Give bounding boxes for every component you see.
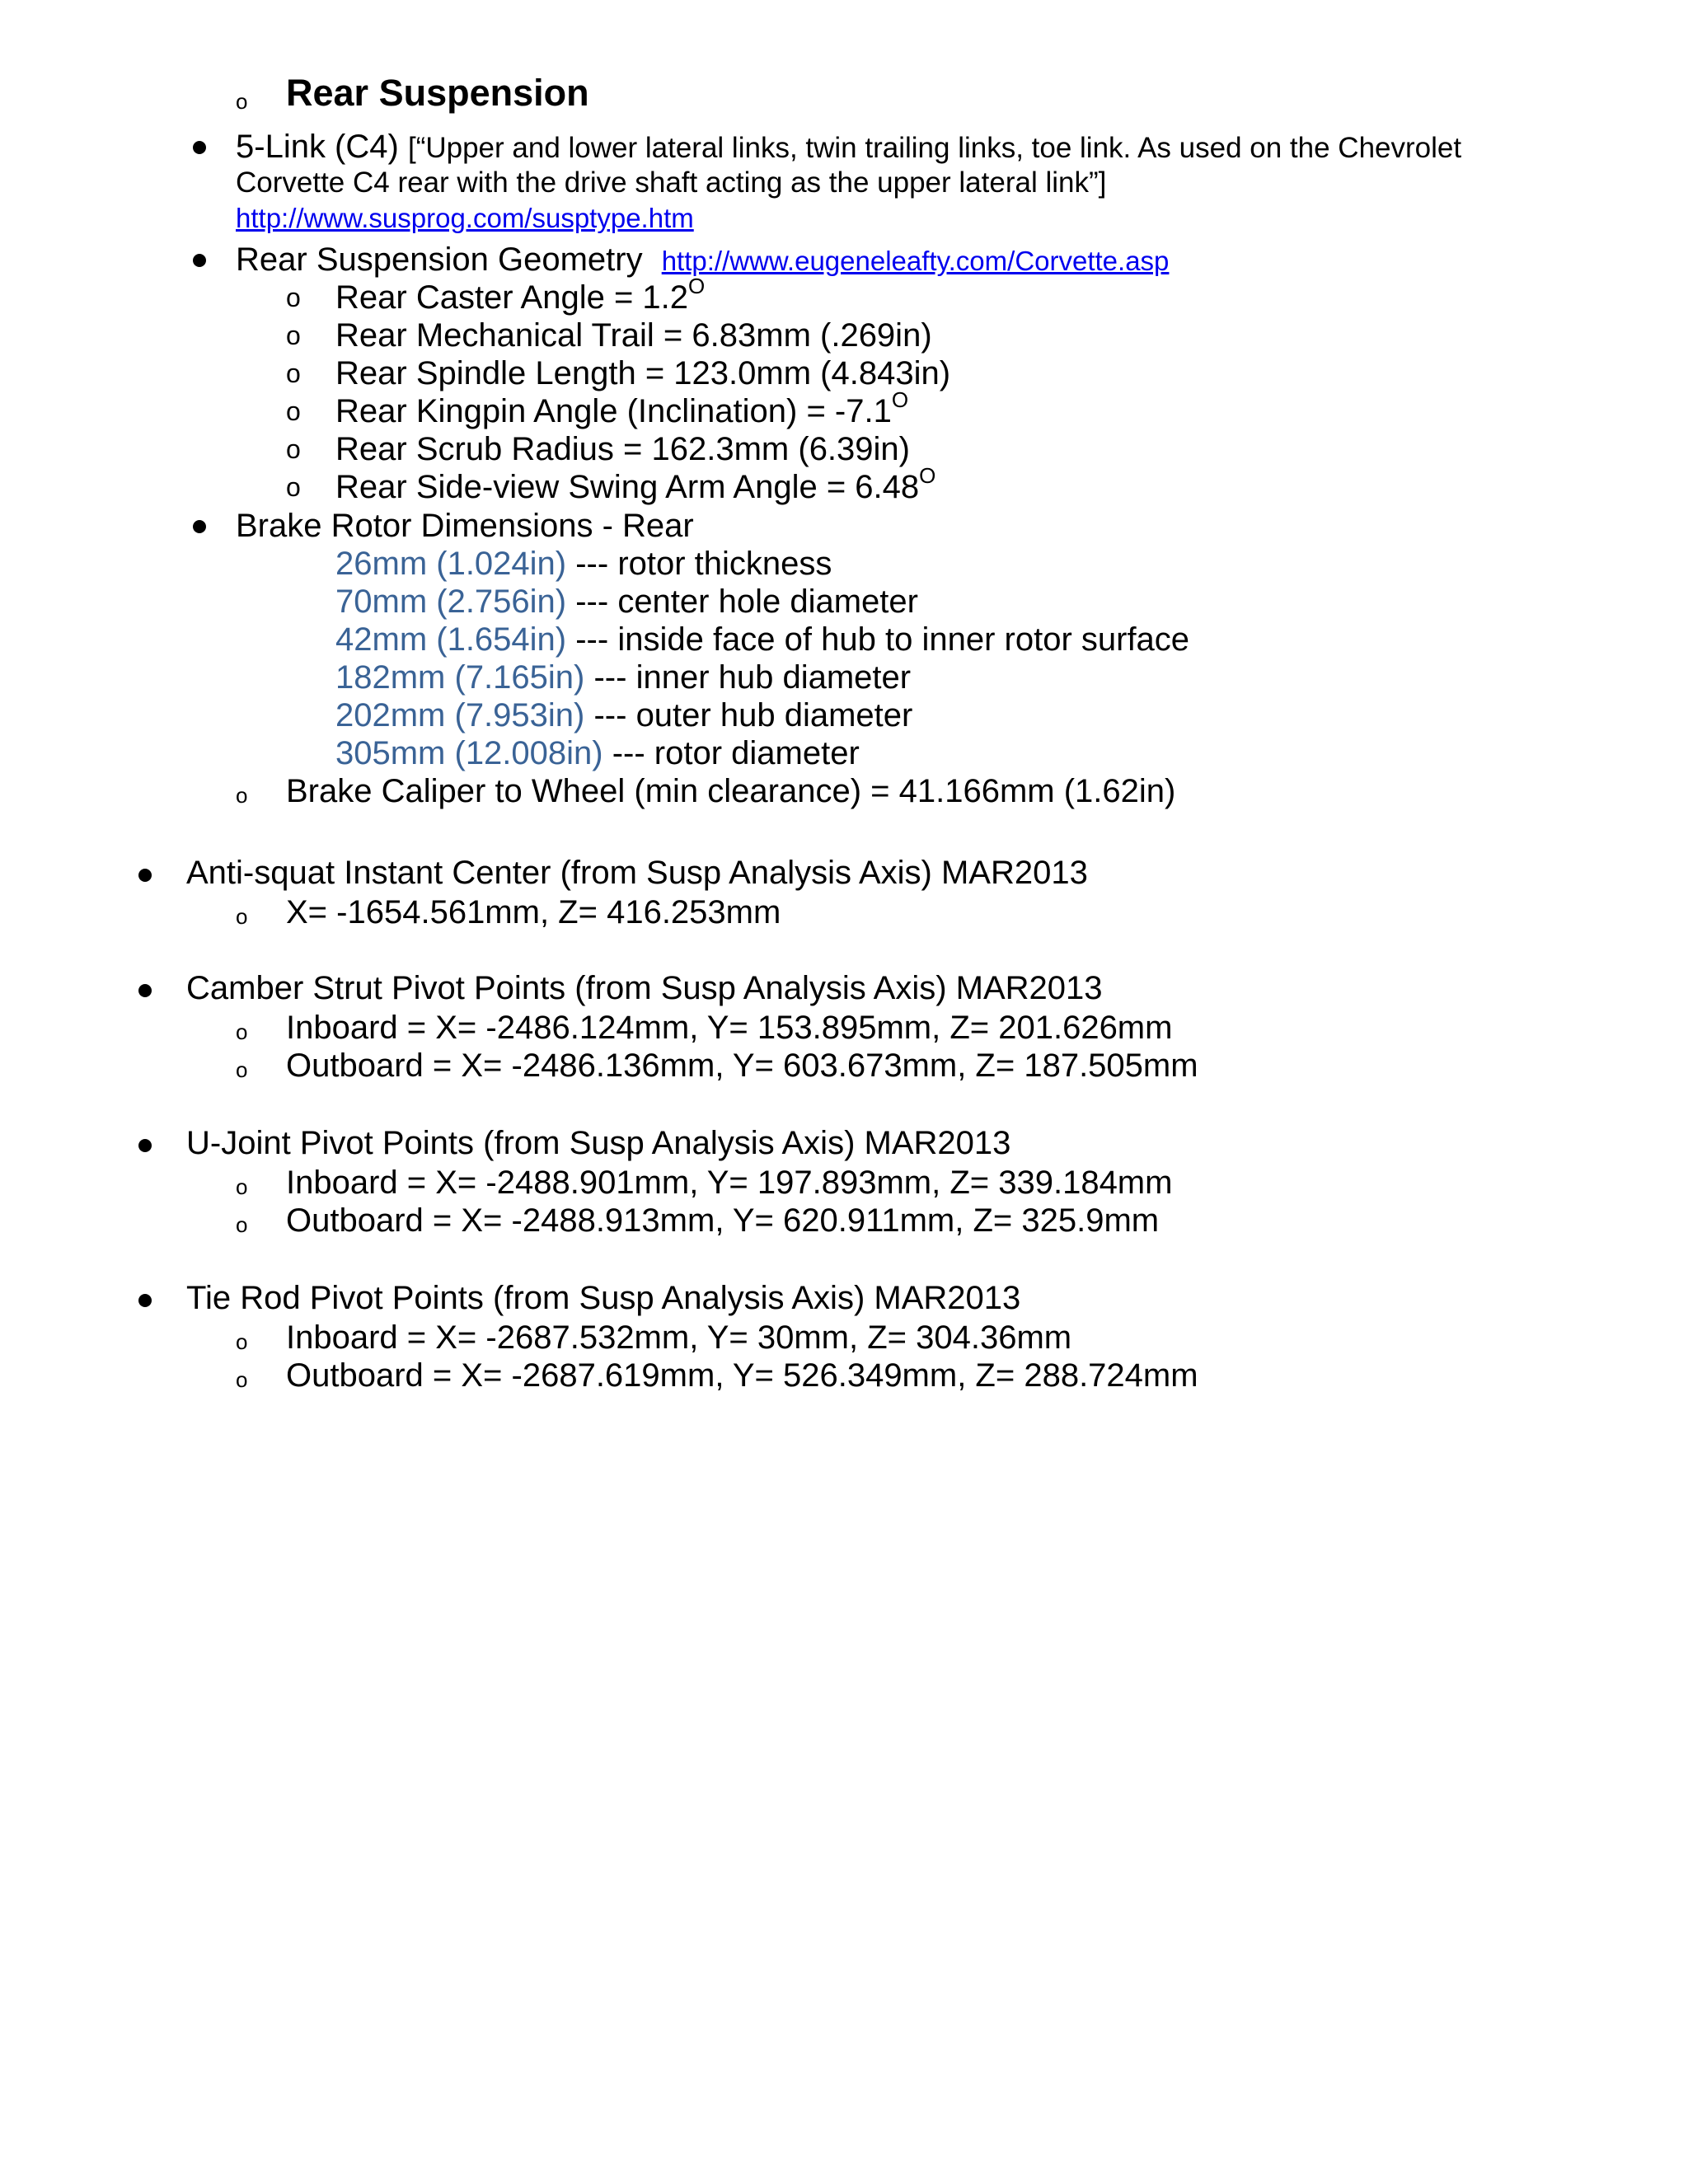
geometry-item-5	[335, 463, 936, 506]
rotor-row-value: 182mm (7.165in)	[335, 659, 585, 696]
rotor-row-value: 202mm (7.953in)	[335, 697, 585, 733]
rotor-row-value: 70mm (2.756in)	[335, 583, 567, 620]
geometry-item-2: Rear Spindle Length = 123.0mm (4.843in)	[335, 355, 951, 391]
five-link-desc-line1: [“Upper and lower lateral links, twin trailing links, toe link. As used on the Chevrolet	[407, 132, 1462, 164]
eugeneleafty-link[interactable]: http://www.eugeneleafty.com/Corvette.asp	[661, 246, 1170, 276]
bullet-geometry	[193, 254, 206, 267]
rotor-row-value: 42mm (1.654in)	[335, 621, 567, 658]
geometry-item-0	[335, 274, 706, 316]
u-joint-label: U-Joint Pivot Points (from Susp Analysis Axis) MAR2013	[186, 1125, 1011, 1161]
geometry-item-0-marker: o	[286, 283, 301, 312]
rotor-row-2	[335, 621, 1189, 658]
geometry-item-4-marker: o	[286, 434, 301, 464]
tie-rod-item-marker: o	[236, 1329, 248, 1354]
section-heading: Rear Suspension	[286, 72, 589, 114]
u-joint-inboard: Inboard = X= -2488.901mm, Y= 197.893mm, Z= 339.184mm	[286, 1165, 1173, 1201]
caliper-clearance: Brake Caliper to Wheel (min clearance) = 41.166mm (1.62in)	[286, 773, 1176, 809]
rotor-row-desc: --- inside face of hub to inner rotor surface	[566, 621, 1190, 658]
geometry-item-0-text: Rear Caster Angle = 1.2	[335, 279, 689, 316]
degree-symbol: O	[891, 387, 909, 412]
rotor-row-1	[335, 583, 918, 621]
five-link-item	[236, 128, 1461, 166]
tie-rod-outboard: Outboard = X= -2687.619mm, Y= 526.349mm, Z= 288.724mm	[286, 1357, 1198, 1394]
anti-squat-label: Anti-squat Instant Center (from Susp Analysis Axis) MAR2013	[186, 855, 1088, 891]
tie-rod-label: Tie Rod Pivot Points (from Susp Analysis Axis) MAR2013	[186, 1280, 1021, 1316]
rotor-row-0	[335, 545, 832, 583]
degree-symbol: O	[688, 274, 706, 298]
five-link-desc-line2: Corvette C4 rear with the drive shaft acting as the upper lateral link”]	[236, 166, 1107, 199]
tie-rod-inboard: Inboard = X= -2687.532mm, Y= 30mm, Z= 304.36mm	[286, 1319, 1072, 1356]
brake-rotor-label: Brake Rotor Dimensions - Rear	[236, 508, 694, 544]
geometry-item-3	[335, 387, 909, 430]
bullet-anti-squat	[138, 869, 152, 882]
rotor-row-3	[335, 658, 911, 696]
bullet-camber-strut	[138, 984, 152, 997]
camber-strut-outboard: Outboard = X= -2486.136mm, Y= 603.673mm, Z= 187.505mm	[286, 1047, 1198, 1084]
susprog-link[interactable]: http://www.susprog.com/susptype.htm	[236, 203, 694, 233]
geometry-item-4: Rear Scrub Radius = 162.3mm (6.39in)	[335, 431, 910, 467]
geometry-label: Rear Suspension Geometry	[236, 241, 643, 278]
u-joint-item-marker: o	[236, 1212, 248, 1237]
anti-squat-item-0: X= -1654.561mm, Z= 416.253mm	[286, 894, 781, 930]
caliper-marker: o	[236, 783, 248, 808]
rotor-row-desc: --- inner hub diameter	[584, 659, 912, 696]
rotor-row-4	[335, 696, 912, 734]
rotor-row-desc: --- rotor thickness	[566, 546, 832, 582]
u-joint-item-marker: o	[236, 1174, 248, 1199]
camber-strut-item-marker: o	[236, 1019, 248, 1044]
rotor-row-value: 26mm (1.024in)	[335, 546, 567, 582]
rotor-row-5	[335, 734, 860, 772]
bullet-five-link	[193, 141, 206, 154]
camber-strut-label: Camber Strut Pivot Points (from Susp Analysis Axis) MAR2013	[186, 970, 1103, 1006]
geometry-item-5-text: Rear Side-view Swing Arm Angle = 6.48	[335, 469, 920, 505]
five-link-label: 5-Link (C4)	[236, 129, 399, 165]
tie-rod-item-marker: o	[236, 1367, 248, 1392]
heading-marker: o	[236, 89, 248, 114]
geometry-item-2-marker: o	[286, 359, 301, 388]
u-joint-outboard: Outboard = X= -2488.913mm, Y= 620.911mm, Z= 325.9mm	[286, 1202, 1160, 1239]
bullet-tie-rod	[138, 1294, 152, 1307]
rotor-row-desc: --- center hole diameter	[566, 583, 918, 620]
rotor-row-value: 305mm (12.008in)	[335, 735, 603, 771]
geometry-item-1: Rear Mechanical Trail = 6.83mm (.269in)	[335, 317, 932, 354]
geometry-item-1-marker: o	[286, 321, 301, 350]
bullet-u-joint	[138, 1139, 152, 1152]
anti-squat-item-marker: o	[236, 904, 248, 929]
rotor-row-desc: --- rotor diameter	[603, 735, 860, 771]
bullet-brake-rotor	[193, 520, 206, 533]
camber-strut-item-marker: o	[236, 1057, 248, 1082]
geometry-item-3-marker: o	[286, 396, 301, 426]
geometry-item-3-text: Rear Kingpin Angle (Inclination) = -7.1	[335, 393, 892, 429]
degree-symbol: O	[919, 463, 936, 488]
rotor-row-desc: --- outer hub diameter	[584, 697, 913, 733]
geometry-item-5-marker: o	[286, 472, 301, 502]
camber-strut-inboard: Inboard = X= -2486.124mm, Y= 153.895mm, Z= 201.626mm	[286, 1010, 1173, 1046]
